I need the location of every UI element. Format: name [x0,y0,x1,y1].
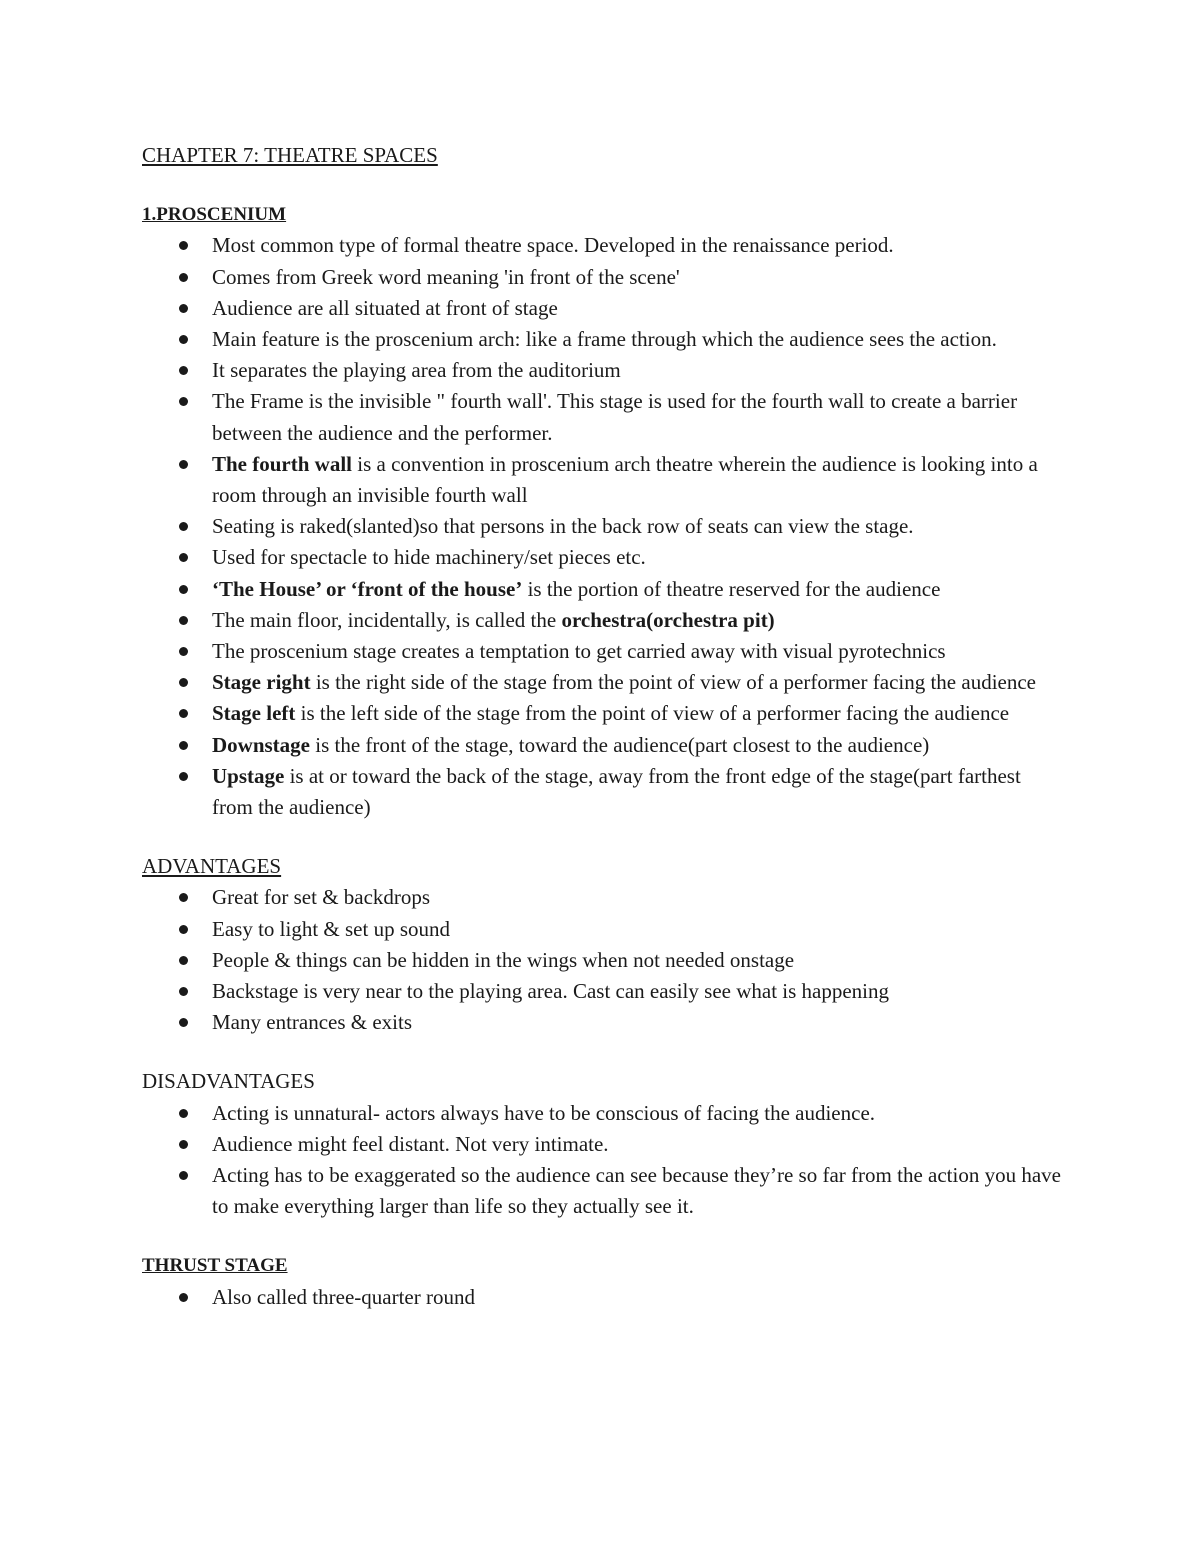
proscenium-list [142,230,1062,823]
bullet-icon [179,460,188,469]
bullet-icon [179,522,188,531]
advantages-list [142,882,1062,1038]
section-heading-proscenium: 1.PROSCENIUM [142,204,287,226]
list-item-text: is the left side of the stage from the point of view of a performer facing the audience [295,701,1010,726]
bullet-icon [179,956,188,965]
list-item-text: Also called three-quarter round [212,1284,475,1309]
bullet-icon [179,335,188,344]
list-item [142,667,1062,698]
list-item-text: Audience might feel distant. Not very intimate. [212,1131,609,1156]
bullet-icon [179,366,188,375]
list-item [142,761,1062,823]
list-item [142,730,1062,761]
document-page [142,140,1062,1313]
list-item-text: Comes from Greek word meaning 'in front of the scene' [212,264,680,289]
list-item [142,976,1062,1007]
chapter-title: CHAPTER 7: THEATRE SPACES [142,143,438,167]
list-item-text: Audience are all situated at front of stage [212,295,558,320]
bullet-icon [179,553,188,562]
bullet-icon [179,273,188,282]
list-item-text: Acting has to be exaggerated so the audience can see because they’re so far from the action you have to make everything larger than life so they actually see it. [212,1163,1061,1219]
list-item [142,1282,1062,1313]
bullet-icon [179,241,188,250]
bullet-icon [179,304,188,313]
section-heading-advantages: ADVANTAGES [142,854,282,879]
list-item-text: The main floor, incidentally, is called the [212,607,562,632]
list-item-text: It separates the playing area from the auditorium [212,358,621,383]
list-item [142,542,1062,573]
list-item-term: Upstage [212,763,285,788]
bullet-icon [179,925,188,934]
list-item [142,449,1062,511]
list-item [142,355,1062,386]
bullet-icon [179,709,188,718]
section-heading-thrust-stage: THRUST STAGE [142,1255,288,1277]
bullet-icon [179,1018,188,1027]
list-item [142,293,1062,324]
list-item-text: is the portion of theatre reserved for the audience [522,576,941,601]
list-item-term: The fourth wall [212,451,353,476]
list-item-text: Used for spectacle to hide machinery/set pieces etc. [212,545,646,570]
bullet-icon [179,616,188,625]
list-item-text: is at or toward the back of the stage, away from the front edge of the stage(part farthest from the audience) [212,763,1021,820]
list-item-text: Main feature is the proscenium arch: like a frame through which the audience sees the action. [212,326,997,351]
bullet-icon [179,1109,188,1118]
list-item [142,1007,1062,1038]
thrust-list [142,1282,1062,1313]
list-item [142,698,1062,729]
list-item [142,882,1062,913]
list-item [142,574,1062,605]
bullet-icon [179,1171,188,1180]
bullet-icon [179,1293,188,1302]
list-item [142,1129,1062,1160]
bullet-icon [179,585,188,594]
list-item-text: is the front of the stage, toward the audience(part closest to the audience) [310,732,930,757]
list-item [142,230,1062,261]
list-item-term: Downstage [212,732,310,757]
list-item-text: is the right side of the stage from the point of view of a performer facing the audience [310,670,1036,695]
list-item [142,914,1062,945]
list-item [142,386,1062,448]
list-item-text: Acting is unnatural- actors always have to be conscious of facing the audience. [212,1100,876,1125]
list-item-text: Most common type of formal theatre space. Developed in the renaissance period. [212,233,894,258]
bullet-icon [179,987,188,996]
list-item-text: Easy to light & set up sound [212,916,450,941]
list-item-term: Stage left [212,701,296,726]
bullet-icon [179,647,188,656]
disadvantages-list [142,1098,1062,1223]
list-item-text: People & things can be hidden in the wings when not needed onstage [212,947,795,972]
list-item-text: is a convention in proscenium arch theatre wherein the audience is looking into a room through an invisible fourth wall [212,451,1038,507]
list-item-term: ‘The House’ or ‘front of the house’ [212,576,523,601]
bullet-icon [179,678,188,687]
bullet-icon [179,772,188,781]
list-item [142,945,1062,976]
list-item [142,605,1062,636]
bullet-icon [179,741,188,750]
list-item-text: Seating is raked(slanted)so that persons in the back row of seats can view the stage. [212,514,914,539]
list-item-text: Great for set & backdrops [212,885,431,910]
bullet-icon [179,1140,188,1149]
list-item-text: The Frame is the invisible " fourth wall'. This stage is used for the fourth wall to create a barrier between the audience and the performer. [212,389,1018,445]
list-item [142,636,1062,667]
list-item-text: Backstage is very near to the playing area. Cast can easily see what is happening [212,979,890,1004]
list-item [142,262,1062,293]
list-item [142,511,1062,542]
list-item-term: orchestra(orchestra pit) [561,607,775,632]
list-item [142,1160,1062,1222]
bullet-icon [179,397,188,406]
list-item [142,324,1062,355]
list-item [142,1098,1062,1129]
list-item-term: Stage right [212,670,311,695]
list-item-text: The proscenium stage creates a temptation to get carried away with visual pyrotechnics [212,639,946,664]
section-heading-disadvantages: DISADVANTAGES [142,1069,315,1094]
bullet-icon [179,893,188,902]
list-item-text: Many entrances & exits [212,1010,413,1035]
